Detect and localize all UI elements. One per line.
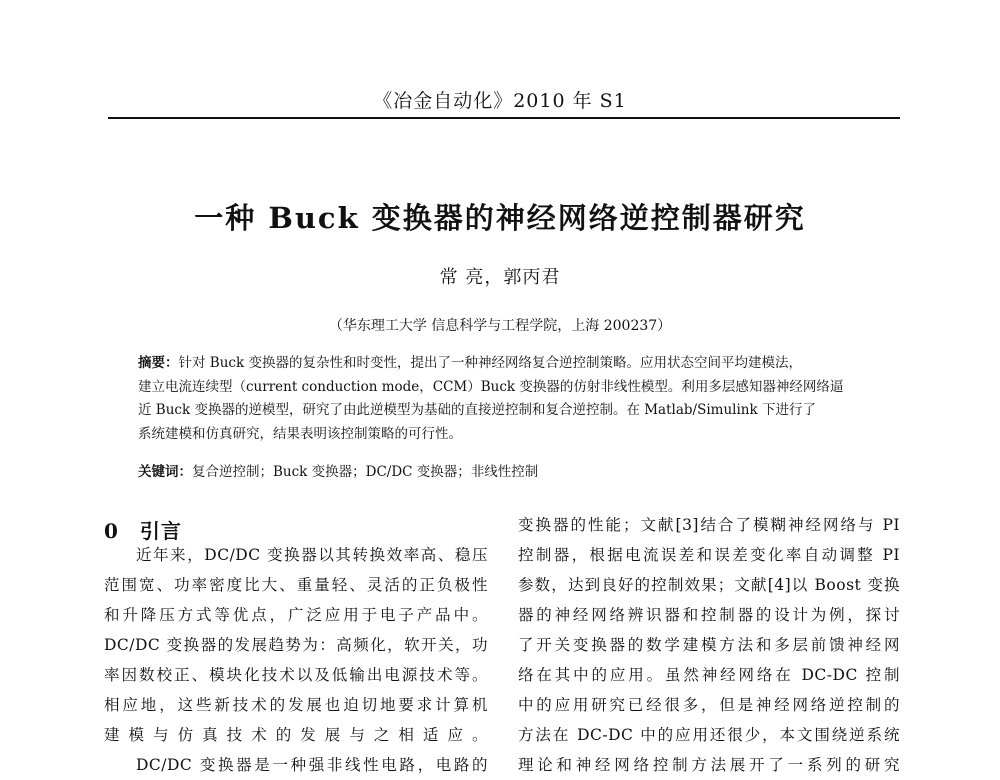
section-heading: 0 引言 [104,519,182,543]
body-line: 控制器，根据电流误差和误差变化率自动调整 PI [518,546,900,564]
keywords-label: 关键词： [138,464,192,480]
body-line: 理论和神经网络控制方法展开了一系列的研究 [518,756,900,774]
header-rule [108,117,900,119]
abstract-line-3: 近 Buck 变换器的逆模型，研究了由此逆模型为基础的直接逆控制和复合逆控制。在 Matlab/Simulink 下进行了 [138,402,816,418]
journal-header: 《冶金自动化》2010 年 S1 [373,90,627,112]
abstract-line-1: 摘要：针对 Buck 变换器的复杂性和时变性，提出了一种神经网络复合逆控制策略。应用状态空间平均建模法， [138,355,802,371]
paper-title: 一种 Buck 变换器的神经网络逆控制器研究 [194,201,806,235]
body-line: DC/DC 变换器的发展趋势为：高频化，软开关，功 [104,636,488,654]
body-line: DC/DC 变换器是一种强非线性电路，电路的 [136,756,488,774]
body-line: 络在其中的应用。虽然神经网络在 DC-DC 控制 [518,666,900,684]
paper-authors: 常 亮，郭丙君 [439,267,561,288]
abstract [138,352,874,446]
abstract-line-4: 系统建模和仿真研究，结果表明该控制策略的可行性。 [138,425,462,442]
body-line: 率因数校正、模块化技术以及低输出电源技术等。 [104,666,488,684]
body-line: 方法在 DC-DC 中的应用还很少，本文围绕逆系统 [518,726,900,744]
body-line: 建模与仿真技术的发展与之相适应。 [104,726,488,744]
abstract-line-2: 建立电流连续型（current conduction mode，CCM）Buck 变换器的仿射非线性模型。利用多层感知器神经网络逼 [138,378,844,395]
right-column [518,510,900,780]
paper-affiliation: （华东理工大学 信息科学与工程学院，上海 200237） [328,318,672,334]
body-line: 了开关变换器的数学建模方法和多层前馈神经网 [518,636,900,654]
body-line: 中的应用研究已经很多，但是神经网络逆控制的 [518,696,900,714]
body-line: 参数，达到良好的控制效果；文献[4]以 Boost 变换 [518,576,900,594]
keywords [138,460,874,480]
body-line: 相应地，这些新技术的发展也迫切地要求计算机 [104,696,488,714]
body-line: 近年来，DC/DC 变换器以其转换效率高、稳压 [136,546,488,564]
body-line: 变换器的性能；文献[3]结合了模糊神经网络与 PI [518,516,900,534]
body-line: 和升降压方式等优点，广泛应用于电子产品中。 [104,606,488,624]
abstract-label: 摘要： [138,355,179,371]
keywords-text: 复合逆控制；Buck 变换器；DC/DC 变换器；非线性控制 [192,464,539,480]
body-line: 器的神经网络辨识器和控制器的设计为例，探讨 [518,606,900,624]
left-column [104,540,488,780]
body-line: 范围宽、功率密度比大、重量轻、灵活的正负极性 [104,576,488,594]
